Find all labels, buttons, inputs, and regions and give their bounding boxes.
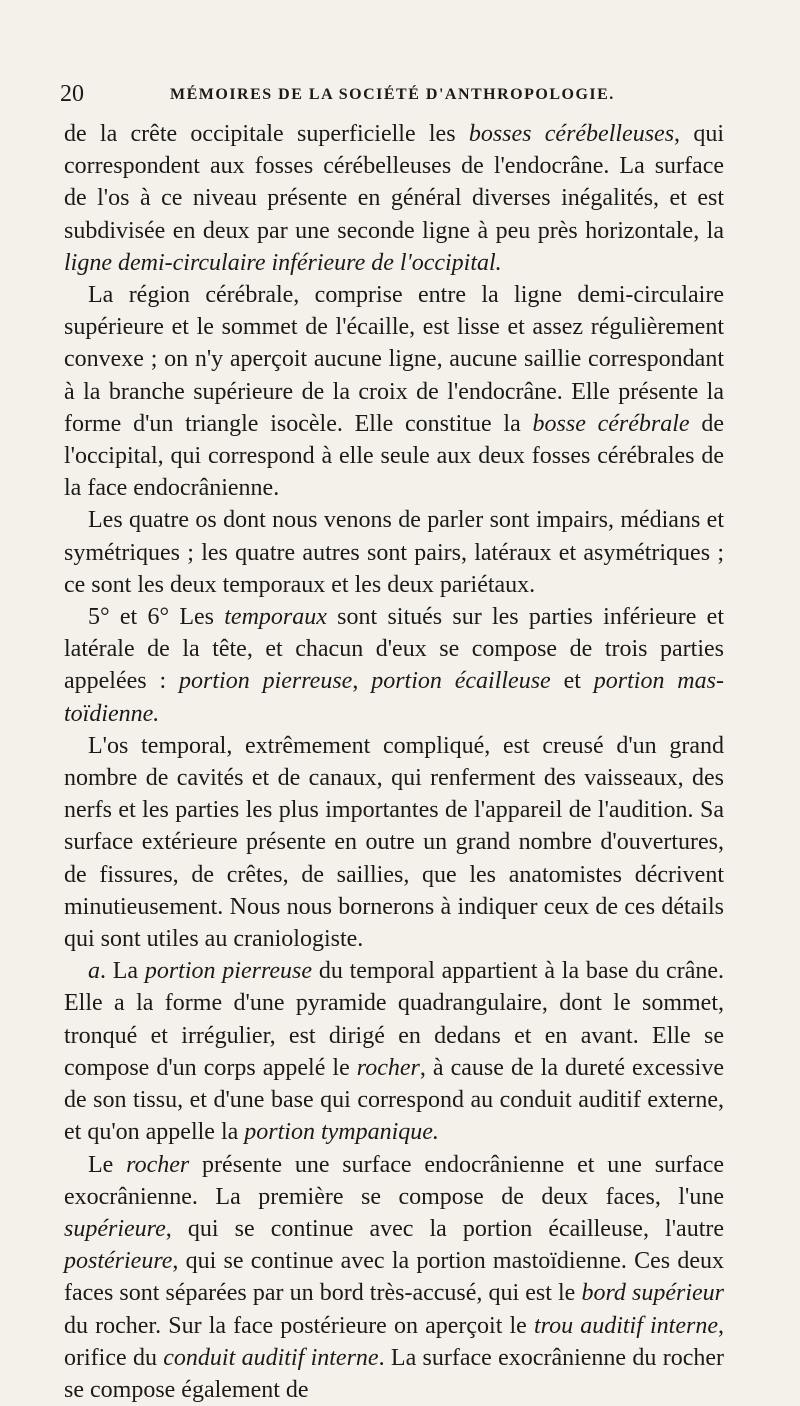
italic-term: trou auditif interne: [534, 1313, 718, 1339]
italic-term: rocher: [357, 1055, 420, 1081]
italic-term: rocher: [126, 1152, 189, 1178]
text-run: du temporal appartient à la base du crâne. Elle a la forme d'une pyramide quadrangulaire, dont le sommet, tronqué et irrégulier, est dirigé en dedans et en avant. Elle se compose d'un corps appelé le: [64, 958, 724, 1081]
text-run: . La: [100, 958, 145, 984]
text-run: Les quatre os dont nous venons de parler sont impairs, médians et symétriques ; les quatre autres sont pairs, latéraux et asymétriques ; ce sont les deux temporaux et les deux pariétaux.: [64, 507, 724, 597]
paragraph: [64, 118, 724, 279]
italic-term: portion écailleuse: [371, 668, 551, 694]
paragraph: [64, 601, 724, 730]
italic-term: supérieure: [64, 1216, 166, 1242]
text-run: ,: [352, 668, 371, 694]
text-run: , qui correspondent aux fosses cérébelleuses de l'endocrâne. La surface de l'os à ce niveau présente en général diverses inégalités, et est subdivisée en deux par une seconde ligne à peu près horizontale, la: [64, 121, 724, 244]
page-number: 20: [60, 78, 84, 110]
italic-term: ligne demi-circulaire inférieure de l'occipital.: [64, 250, 502, 276]
body-text: [64, 118, 724, 1406]
text-run: , qui se continue avec la portion mastoïdienne. Ces deux faces sont séparées par un bord très-accusé, qui est le: [64, 1248, 724, 1306]
italic-term: bosse cérébrale: [533, 411, 690, 437]
running-head: MÉMOIRES DE LA SOCIÉTÉ D'ANTHROPOLOGIE.: [170, 82, 615, 108]
page-header: [60, 78, 740, 110]
paragraph: [64, 730, 724, 955]
text-run: , orifice du: [64, 1313, 724, 1371]
italic-term: conduit auditif interne: [163, 1345, 378, 1371]
text-run: L'os temporal, extrêmement compliqué, est creusé d'un grand nombre de cavités et de canaux, qui renferment des vaisseaux, des nerfs et les parties les plus importantes de l'appareil de l'audition. Sa surface extérieure présente en outre un grand nombre d'ouvertures, de fissures, de crêtes, de saillies, que les anatomistes décrivent minutieusement. Nous nous bornerons à indiquer ceux de ces détails qui sont utiles au craniologiste.: [64, 733, 724, 952]
text-run: 5° et 6° Les: [88, 604, 224, 630]
italic-term: temporaux: [224, 604, 327, 630]
italic-term: bosses cérébelleuses: [469, 121, 674, 147]
text-run: de l'occipital, qui correspond à elle seule aux deux fosses cérébrales de la face endocrânienne.: [64, 411, 724, 501]
italic-term: portion tympanique.: [244, 1119, 439, 1145]
paragraph: [64, 1149, 724, 1406]
paragraph: [64, 279, 724, 504]
italic-term: portion pierreuse: [179, 668, 352, 694]
italic-term: postérieure: [64, 1248, 172, 1274]
paragraph: [64, 955, 724, 1148]
italic-term: portion pierreuse: [145, 958, 312, 984]
text-run: présente une surface endocrânienne et une surface exocrânienne. La première se compose de deux faces, l'une: [64, 1152, 724, 1210]
italic-term: a: [88, 958, 100, 984]
text-run: et: [551, 668, 594, 694]
text-run: , à cause de la dureté excessive de son tissu, et d'une base qui correspond au conduit auditif externe, et qu'on appelle la: [64, 1055, 724, 1145]
text-run: de la crête occipitale superficielle les: [64, 121, 469, 147]
paragraph: [64, 504, 724, 601]
italic-term: portion mastoïdienne.: [64, 668, 724, 726]
italic-term: bord supérieur: [581, 1280, 724, 1306]
text-run: du rocher. Sur la face postérieure on aperçoit le: [64, 1313, 534, 1339]
text-run: La région cérébrale, comprise entre la ligne demi-circulaire supérieure et le sommet de l'écaille, est lisse et assez régulièrement convexe ; on n'y aperçoit aucune ligne, aucune saillie correspondant à la branche supérieure de la croix de l'endocrâne. Elle présente la forme d'un triangle isocèle. Elle constitue la: [64, 282, 724, 437]
text-run: sont situés sur les parties inférieure et latérale de la tête, et chacun d'eux se compose de trois parties appelées :: [64, 604, 724, 694]
text-run: , qui se continue avec la portion écailleuse, l'autre: [166, 1216, 724, 1242]
text-run: . La surface exocrânienne du rocher se compose également de: [64, 1345, 724, 1403]
text-run: Le: [88, 1152, 126, 1178]
